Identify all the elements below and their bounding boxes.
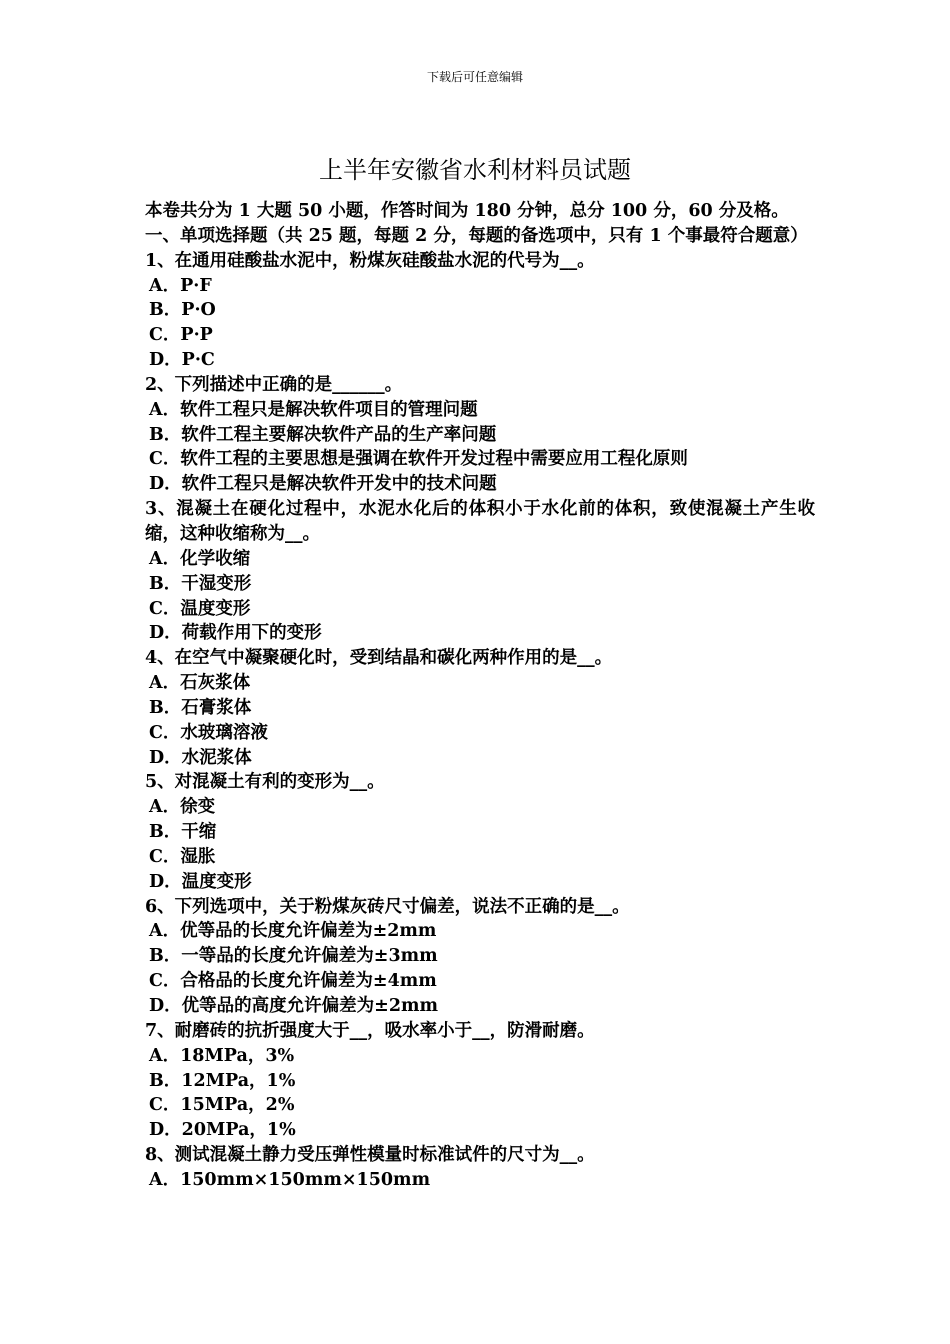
answer-option: C．15MPa，2% — [149, 1095, 295, 1116]
question-item — [145, 497, 815, 646]
answer-option: A．18MPa，3% — [149, 1045, 295, 1066]
page-header-note: 下载后可任意编辑 — [426, 70, 523, 84]
answer-option: B．一等品的长度允许偏差为±3mm — [149, 946, 438, 967]
answer-option: C．湿胀 — [149, 846, 216, 867]
question-item — [145, 1143, 815, 1193]
question-list — [145, 249, 815, 1193]
question-stem: 5、对混凝土有利的变形为__。 — [145, 772, 385, 793]
answer-option: A．软件工程只是解决软件项目的管理问题 — [149, 399, 478, 420]
question-stem: 3、混凝土在硬化过程中，水泥水化后的体积小于水化前的体积，致使混凝土产生收缩，这种收缩称为__。 — [145, 499, 815, 544]
answer-option: C．合格品的长度允许偏差为±4mm — [149, 971, 437, 992]
answer-option: B．P·O — [149, 300, 216, 321]
answer-option: B．干缩 — [149, 822, 217, 843]
question-item — [145, 646, 815, 770]
answer-option: A．P·F — [149, 275, 212, 296]
answer-option: B．干湿变形 — [149, 573, 252, 594]
answer-option: C．软件工程的主要思想是强调在软件开发过程中需要应用工程化原则 — [149, 449, 688, 470]
question-stem: 6、下列选项中，关于粉煤灰砖尺寸偏差，说法不正确的是__。 — [145, 896, 630, 917]
question-stem: 8、测试混凝土静力受压弹性模量时标准试件的尺寸为__。 — [145, 1145, 595, 1166]
document-title: 上半年安徽省水利材料员试题 — [319, 156, 631, 184]
answer-option: C．水玻璃溶液 — [149, 722, 268, 743]
answer-option: A．150mm×150mm×150mm — [149, 1169, 431, 1190]
question-item — [145, 249, 815, 373]
answer-option: D．软件工程只是解决软件开发中的技术问题 — [149, 474, 497, 495]
answer-option: D．P·C — [149, 350, 215, 371]
question-stem: 7、耐磨砖的抗折强度大于__，吸水率小于__，防滑耐磨。 — [145, 1020, 595, 1041]
question-stem: 4、在空气中凝聚硬化时，受到结晶和碳化两种作用的是__。 — [145, 648, 613, 669]
exam-intro: 本卷共分为 1 大题 50 小题，作答时间为 180 分钟，总分 100 分，60 分及格。 — [145, 201, 789, 221]
answer-option: C．P·P — [149, 325, 213, 346]
answer-option: C．温度变形 — [149, 598, 251, 619]
answer-option: D．水泥浆体 — [149, 747, 252, 768]
answer-option: A．化学收缩 — [149, 548, 251, 569]
question-item — [145, 895, 815, 1019]
answer-option: D．优等品的高度允许偏差为±2mm — [149, 996, 439, 1016]
question-stem: 2、下列描述中正确的是______。 — [145, 374, 403, 395]
answer-option: B．12MPa，1% — [149, 1070, 296, 1091]
question-item — [145, 373, 815, 497]
question-item — [145, 1019, 815, 1143]
answer-option: A．优等品的长度允许偏差为±2mm — [149, 921, 437, 942]
answer-option: B．石膏浆体 — [149, 697, 252, 718]
section-heading: 一、单项选择题（共 25 题，每题 2 分，每题的备选项中，只有 1 个事最符合题意） — [145, 225, 808, 246]
question-item — [145, 770, 815, 894]
answer-option: D．荷载作用下的变形 — [149, 623, 322, 644]
exam-content — [145, 199, 815, 1193]
question-stem: 1、在通用硅酸盐水泥中，粉煤灰硅酸盐水泥的代号为__。 — [145, 250, 595, 271]
answer-option: D．20MPa，1% — [149, 1120, 296, 1141]
answer-option: B．软件工程主要解决软件产品的生产率问题 — [149, 424, 497, 445]
answer-option: D．温度变形 — [149, 871, 252, 892]
answer-option: A．石灰浆体 — [149, 673, 251, 694]
answer-option: A．徐变 — [149, 797, 216, 818]
